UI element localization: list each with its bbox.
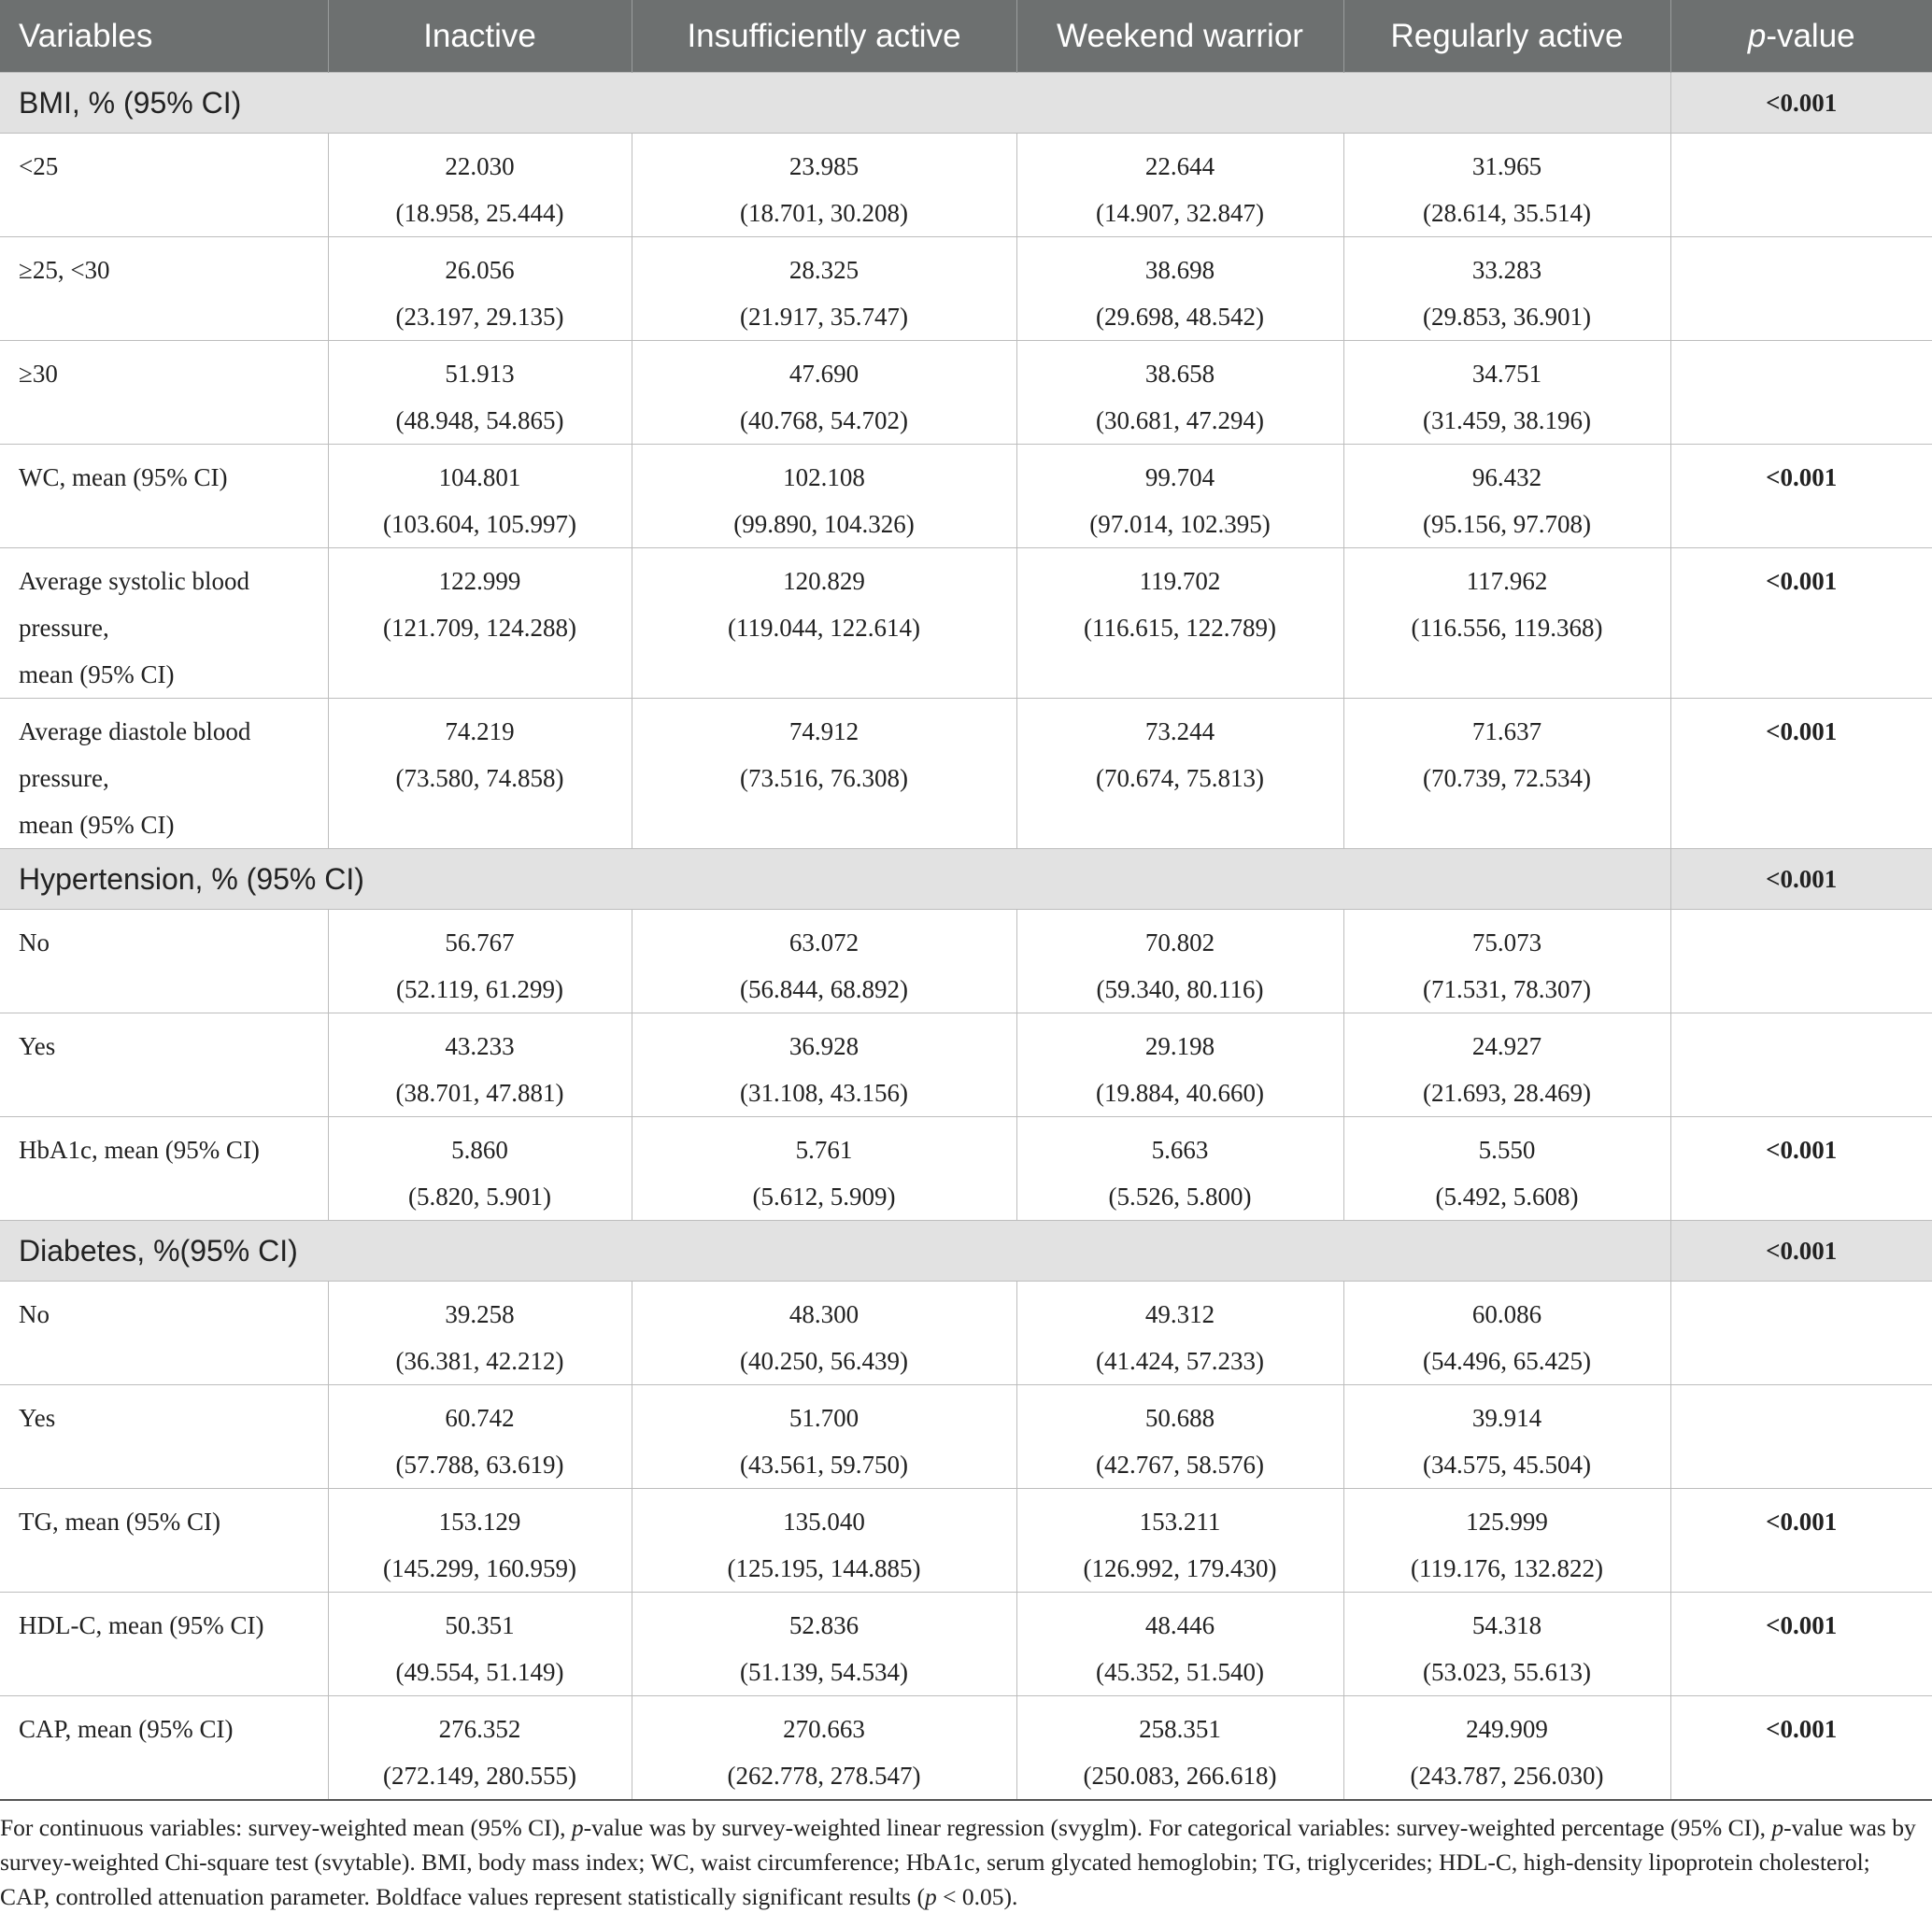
estimate-value: 29.198 xyxy=(1144,1032,1215,1060)
cell-inactive xyxy=(328,1593,632,1696)
variable-label-line: CAP, mean (95% CI) xyxy=(19,1715,234,1743)
confidence-interval: (71.531, 78.307) xyxy=(1423,975,1591,1003)
estimate-value: 36.928 xyxy=(788,1032,859,1060)
header-regularly-active: Regularly active xyxy=(1343,0,1670,73)
estimate-value: 22.030 xyxy=(445,152,515,180)
p-value-cell xyxy=(1670,910,1932,1013)
cell-inactive xyxy=(328,1489,632,1593)
confidence-interval: (42.767, 58.576) xyxy=(1096,1451,1264,1479)
confidence-interval: (18.701, 30.208) xyxy=(740,199,908,227)
estimate-value: 33.283 xyxy=(1471,256,1542,284)
p-value-cell: <0.001 xyxy=(1670,699,1932,849)
estimate-value: 153.129 xyxy=(438,1508,521,1536)
estimate-value: 276.352 xyxy=(438,1715,521,1743)
cell-insufficient xyxy=(632,1385,1016,1489)
cell-weekend xyxy=(1016,1489,1343,1593)
estimate-value: 5.860 xyxy=(451,1136,508,1164)
cell-inactive xyxy=(328,1696,632,1801)
confidence-interval: (99.890, 104.326) xyxy=(733,510,915,538)
variable-label-line: Yes xyxy=(19,1404,56,1432)
section-p-value: <0.001 xyxy=(1670,73,1932,134)
table-row xyxy=(0,699,1932,849)
variable-label-line: HDL-C, mean (95% CI) xyxy=(19,1611,264,1639)
p-value-cell xyxy=(1670,237,1932,341)
cell-inactive xyxy=(328,1013,632,1117)
estimate-value: 26.056 xyxy=(445,256,515,284)
table-row xyxy=(0,1489,1932,1593)
cell-insufficient xyxy=(632,699,1016,849)
table-row xyxy=(0,341,1932,445)
confidence-interval: (30.681, 47.294) xyxy=(1096,406,1264,434)
variable-label-line: pressure, xyxy=(19,764,109,792)
confidence-interval: (54.496, 65.425) xyxy=(1423,1347,1591,1375)
cell-insufficient xyxy=(632,1013,1016,1117)
estimate-value: 22.644 xyxy=(1144,152,1215,180)
confidence-interval: (5.526, 5.800) xyxy=(1108,1183,1252,1211)
estimate-value: 75.073 xyxy=(1471,928,1542,956)
cell-weekend xyxy=(1016,1282,1343,1385)
header-p-value xyxy=(1670,0,1932,73)
cell-weekend xyxy=(1016,237,1343,341)
variable-label xyxy=(0,548,328,699)
table-row xyxy=(0,237,1932,341)
confidence-interval: (52.119, 61.299) xyxy=(396,975,563,1003)
p-value-cell xyxy=(1670,341,1932,445)
confidence-interval: (41.424, 57.233) xyxy=(1096,1347,1264,1375)
footnote-p-3: p xyxy=(924,1883,937,1910)
estimate-value: 71.637 xyxy=(1471,717,1542,745)
estimate-value: 38.658 xyxy=(1144,360,1215,388)
estimate-value: 74.912 xyxy=(788,717,859,745)
section-header-row xyxy=(0,73,1932,134)
header-p-italic: p xyxy=(1747,17,1767,54)
confidence-interval: (51.139, 54.534) xyxy=(740,1658,908,1686)
cell-weekend xyxy=(1016,910,1343,1013)
confidence-interval: (243.787, 256.030) xyxy=(1410,1762,1604,1790)
footnote-text-1: For continuous variables: survey-weighted mean (95% CI), xyxy=(0,1814,572,1841)
table-row xyxy=(0,134,1932,237)
estimate-value: 38.698 xyxy=(1144,256,1215,284)
confidence-interval: (53.023, 55.613) xyxy=(1423,1658,1591,1686)
estimate-value: 153.211 xyxy=(1139,1508,1221,1536)
section-label: Hypertension, % (95% CI) xyxy=(0,849,1670,910)
confidence-interval: (70.739, 72.534) xyxy=(1423,764,1591,792)
variable-label xyxy=(0,1282,328,1385)
p-value-cell xyxy=(1670,1013,1932,1117)
cell-insufficient xyxy=(632,341,1016,445)
footnote-text-4: < 0.05). xyxy=(936,1883,1018,1910)
variable-label-line: No xyxy=(19,928,50,956)
cell-inactive xyxy=(328,134,632,237)
table-body xyxy=(0,73,1932,1801)
section-header-row xyxy=(0,1221,1932,1282)
p-value-cell xyxy=(1670,1385,1932,1489)
confidence-interval: (40.768, 54.702) xyxy=(740,406,908,434)
estimate-value: 34.751 xyxy=(1471,360,1542,388)
estimate-value: 119.702 xyxy=(1139,567,1221,595)
confidence-interval: (116.556, 119.368) xyxy=(1411,614,1603,642)
cell-weekend xyxy=(1016,1117,1343,1221)
cell-insufficient xyxy=(632,910,1016,1013)
cell-regular xyxy=(1343,1385,1670,1489)
variable-label xyxy=(0,134,328,237)
cell-regular xyxy=(1343,445,1670,548)
header-p-rest: -value xyxy=(1766,17,1855,54)
estimate-value: 52.836 xyxy=(788,1611,859,1639)
header-insufficiently-active: Insufficiently active xyxy=(632,0,1016,73)
section-p-value: <0.001 xyxy=(1670,1221,1932,1282)
estimate-value: 117.962 xyxy=(1466,567,1548,595)
cell-insufficient xyxy=(632,134,1016,237)
estimate-value: 60.086 xyxy=(1471,1300,1542,1328)
confidence-interval: (73.580, 74.858) xyxy=(395,764,564,792)
confidence-interval: (95.156, 97.708) xyxy=(1423,510,1591,538)
variable-label-line: Average diastole blood xyxy=(19,717,251,745)
confidence-interval: (250.083, 266.618) xyxy=(1083,1762,1277,1790)
header-weekend-warrior: Weekend warrior xyxy=(1016,0,1343,73)
variable-label-line: No xyxy=(19,1300,50,1328)
confidence-interval: (5.820, 5.901) xyxy=(408,1183,551,1211)
footnote-p-2: p xyxy=(1771,1814,1784,1841)
estimate-value: 47.690 xyxy=(788,360,859,388)
cell-regular xyxy=(1343,1593,1670,1696)
estimate-value: 104.801 xyxy=(438,463,521,491)
cell-inactive xyxy=(328,1282,632,1385)
variable-label-line: TG, mean (95% CI) xyxy=(19,1508,220,1536)
confidence-interval: (38.701, 47.881) xyxy=(395,1079,564,1107)
estimate-value: 56.767 xyxy=(445,928,515,956)
cell-inactive xyxy=(328,910,632,1013)
table-row xyxy=(0,1593,1932,1696)
table-row xyxy=(0,1385,1932,1489)
cell-inactive xyxy=(328,699,632,849)
cell-insufficient xyxy=(632,1489,1016,1593)
estimate-value: 74.219 xyxy=(445,717,515,745)
cell-regular xyxy=(1343,1013,1670,1117)
confidence-interval: (125.195, 144.885) xyxy=(727,1554,921,1582)
cell-insufficient xyxy=(632,548,1016,699)
confidence-interval: (97.014, 102.395) xyxy=(1089,510,1271,538)
estimate-value: 60.742 xyxy=(445,1404,515,1432)
variable-label xyxy=(0,1013,328,1117)
cell-inactive xyxy=(328,1117,632,1221)
estimate-value: 54.318 xyxy=(1471,1611,1542,1639)
estimate-value: 48.300 xyxy=(788,1300,859,1328)
table-row xyxy=(0,1696,1932,1801)
confidence-interval: (5.612, 5.909) xyxy=(752,1183,896,1211)
variable-label xyxy=(0,341,328,445)
confidence-interval: (28.614, 35.514) xyxy=(1423,199,1591,227)
estimate-value: 5.761 xyxy=(795,1136,853,1164)
estimate-value: 270.663 xyxy=(783,1715,865,1743)
variable-label-line: Yes xyxy=(19,1032,56,1060)
confidence-interval: (21.693, 28.469) xyxy=(1423,1079,1591,1107)
cell-inactive xyxy=(328,548,632,699)
table-footnote xyxy=(0,1810,1925,1914)
estimate-value: 63.072 xyxy=(788,928,859,956)
confidence-interval: (59.340, 80.116) xyxy=(1096,975,1264,1003)
table-row xyxy=(0,1117,1932,1221)
confidence-interval: (145.299, 160.959) xyxy=(383,1554,576,1582)
estimate-value: 28.325 xyxy=(788,256,859,284)
cell-insufficient xyxy=(632,445,1016,548)
estimate-value: 48.446 xyxy=(1144,1611,1215,1639)
variable-label-line: Average systolic blood xyxy=(19,567,249,595)
variable-label xyxy=(0,1489,328,1593)
variable-label-line: WC, mean (95% CI) xyxy=(19,463,228,491)
variable-label xyxy=(0,1117,328,1221)
p-value-cell: <0.001 xyxy=(1670,1117,1932,1221)
confidence-interval: (21.917, 35.747) xyxy=(740,303,908,331)
confidence-interval: (49.554, 51.149) xyxy=(395,1658,564,1686)
confidence-interval: (31.459, 38.196) xyxy=(1423,406,1591,434)
p-value-cell: <0.001 xyxy=(1670,1593,1932,1696)
header-variables: Variables xyxy=(0,0,328,73)
confidence-interval: (70.674, 75.813) xyxy=(1096,764,1264,792)
section-p-value: <0.001 xyxy=(1670,849,1932,910)
estimate-value: 122.999 xyxy=(438,567,521,595)
estimate-value: 49.312 xyxy=(1144,1300,1215,1328)
section-label: Diabetes, %(95% CI) xyxy=(0,1221,1670,1282)
confidence-interval: (56.844, 68.892) xyxy=(740,975,908,1003)
estimate-value: 249.909 xyxy=(1466,1715,1548,1743)
confidence-interval: (29.698, 48.542) xyxy=(1096,303,1264,331)
cell-weekend xyxy=(1016,1696,1343,1801)
confidence-interval: (5.492, 5.608) xyxy=(1435,1183,1579,1211)
cell-insufficient xyxy=(632,237,1016,341)
cell-insufficient xyxy=(632,1282,1016,1385)
estimate-value: 39.914 xyxy=(1471,1404,1542,1432)
variable-label xyxy=(0,1696,328,1801)
cell-regular xyxy=(1343,341,1670,445)
confidence-interval: (116.615, 122.789) xyxy=(1084,614,1276,642)
estimate-value: 50.351 xyxy=(445,1611,515,1639)
variable-label-line: ≥30 xyxy=(19,360,58,388)
confidence-interval: (121.709, 124.288) xyxy=(383,614,576,642)
p-value-cell xyxy=(1670,134,1932,237)
confidence-interval: (262.778, 278.547) xyxy=(727,1762,921,1790)
estimate-value: 51.913 xyxy=(445,360,515,388)
estimate-value: 5.550 xyxy=(1478,1136,1536,1164)
p-value-cell: <0.001 xyxy=(1670,1696,1932,1801)
variable-label-line: pressure, xyxy=(19,614,109,642)
confidence-interval: (45.352, 51.540) xyxy=(1096,1658,1264,1686)
cell-inactive xyxy=(328,341,632,445)
confidence-interval: (119.176, 132.822) xyxy=(1411,1554,1603,1582)
cell-regular xyxy=(1343,699,1670,849)
cell-regular xyxy=(1343,548,1670,699)
table-row xyxy=(0,910,1932,1013)
estimate-value: 125.999 xyxy=(1466,1508,1548,1536)
estimate-value: 23.985 xyxy=(788,152,859,180)
cell-weekend xyxy=(1016,1385,1343,1489)
cell-inactive xyxy=(328,237,632,341)
cell-weekend xyxy=(1016,134,1343,237)
cell-regular xyxy=(1343,237,1670,341)
confidence-interval: (34.575, 45.504) xyxy=(1423,1451,1591,1479)
cell-weekend xyxy=(1016,1593,1343,1696)
variable-label xyxy=(0,699,328,849)
confidence-interval: (48.948, 54.865) xyxy=(395,406,564,434)
cell-insufficient xyxy=(632,1593,1016,1696)
cell-weekend xyxy=(1016,445,1343,548)
cell-insufficient xyxy=(632,1117,1016,1221)
estimate-value: 39.258 xyxy=(445,1300,515,1328)
cell-inactive xyxy=(328,445,632,548)
variable-label xyxy=(0,1593,328,1696)
confidence-interval: (57.788, 63.619) xyxy=(395,1451,564,1479)
estimate-value: 73.244 xyxy=(1144,717,1215,745)
confidence-interval: (14.907, 32.847) xyxy=(1096,199,1264,227)
cell-regular xyxy=(1343,134,1670,237)
table-row xyxy=(0,548,1932,699)
table-row xyxy=(0,1013,1932,1117)
estimate-value: 51.700 xyxy=(788,1404,859,1432)
header-row xyxy=(0,0,1932,73)
cell-regular xyxy=(1343,1117,1670,1221)
estimate-value: 43.233 xyxy=(445,1032,515,1060)
p-value-cell: <0.001 xyxy=(1670,445,1932,548)
estimate-value: 258.351 xyxy=(1139,1715,1221,1743)
estimate-value: 99.704 xyxy=(1144,463,1215,491)
estimate-value: 50.688 xyxy=(1144,1404,1215,1432)
variable-label xyxy=(0,1385,328,1489)
estimate-value: 135.040 xyxy=(783,1508,865,1536)
confidence-interval: (119.044, 122.614) xyxy=(728,614,920,642)
variable-label xyxy=(0,445,328,548)
p-value-cell xyxy=(1670,1282,1932,1385)
variable-label xyxy=(0,237,328,341)
estimate-value: 96.432 xyxy=(1471,463,1542,491)
cell-weekend xyxy=(1016,548,1343,699)
confidence-interval: (272.149, 280.555) xyxy=(383,1762,576,1790)
estimate-value: 102.108 xyxy=(783,463,865,491)
confidence-interval: (40.250, 56.439) xyxy=(740,1347,908,1375)
footnote-text-2: -value was by survey-weighted linear regression (svyglm). For categorical variables: survey-weighted percentage (95% CI), xyxy=(583,1814,1772,1841)
section-header-row xyxy=(0,849,1932,910)
confidence-interval: (103.604, 105.997) xyxy=(383,510,576,538)
footnote-p-1: p xyxy=(571,1814,584,1841)
confidence-interval: (73.516, 76.308) xyxy=(740,764,908,792)
estimate-value: 5.663 xyxy=(1151,1136,1209,1164)
cell-regular xyxy=(1343,1696,1670,1801)
variable-label xyxy=(0,910,328,1013)
estimate-value: 70.802 xyxy=(1144,928,1215,956)
table-row xyxy=(0,445,1932,548)
confidence-interval: (126.992, 179.430) xyxy=(1083,1554,1277,1582)
confidence-interval: (31.108, 43.156) xyxy=(740,1079,908,1107)
variable-label-line: ≥25, <30 xyxy=(19,256,110,284)
estimate-value: 24.927 xyxy=(1471,1032,1542,1060)
confidence-interval: (19.884, 40.660) xyxy=(1096,1079,1264,1107)
confidence-interval: (18.958, 25.444) xyxy=(395,199,564,227)
variable-label-line: mean (95% CI) xyxy=(19,811,175,839)
confidence-interval: (43.561, 59.750) xyxy=(740,1451,908,1479)
p-value-cell: <0.001 xyxy=(1670,1489,1932,1593)
cell-regular xyxy=(1343,1489,1670,1593)
cell-weekend xyxy=(1016,699,1343,849)
cell-regular xyxy=(1343,910,1670,1013)
confidence-interval: (36.381, 42.212) xyxy=(395,1347,564,1375)
cell-regular xyxy=(1343,1282,1670,1385)
variable-label-line: mean (95% CI) xyxy=(19,660,175,688)
section-label: BMI, % (95% CI) xyxy=(0,73,1670,134)
confidence-interval: (23.197, 29.135) xyxy=(395,303,564,331)
table-row xyxy=(0,1282,1932,1385)
footnote-text-3: -value was by survey-weighted Chi-square test (svytable). BMI, body mass index; WC, waist circumference; HbA1c, serum glycated hemoglobin; TG, triglycerides; HDL-C, high-density lipoprotein cholesterol; CAP, controlled attenuation parameter. Boldface values represent statistically significant results ( xyxy=(0,1814,1916,1910)
cell-weekend xyxy=(1016,341,1343,445)
estimate-value: 31.965 xyxy=(1471,152,1542,180)
cell-inactive xyxy=(328,1385,632,1489)
confidence-interval: (29.853, 36.901) xyxy=(1423,303,1591,331)
cell-insufficient xyxy=(632,1696,1016,1801)
p-value-cell: <0.001 xyxy=(1670,548,1932,699)
variable-label-line: <25 xyxy=(19,152,59,180)
cell-weekend xyxy=(1016,1013,1343,1117)
header-inactive: Inactive xyxy=(328,0,632,73)
variable-label-line: HbA1c, mean (95% CI) xyxy=(19,1136,260,1164)
estimate-value: 120.829 xyxy=(783,567,865,595)
